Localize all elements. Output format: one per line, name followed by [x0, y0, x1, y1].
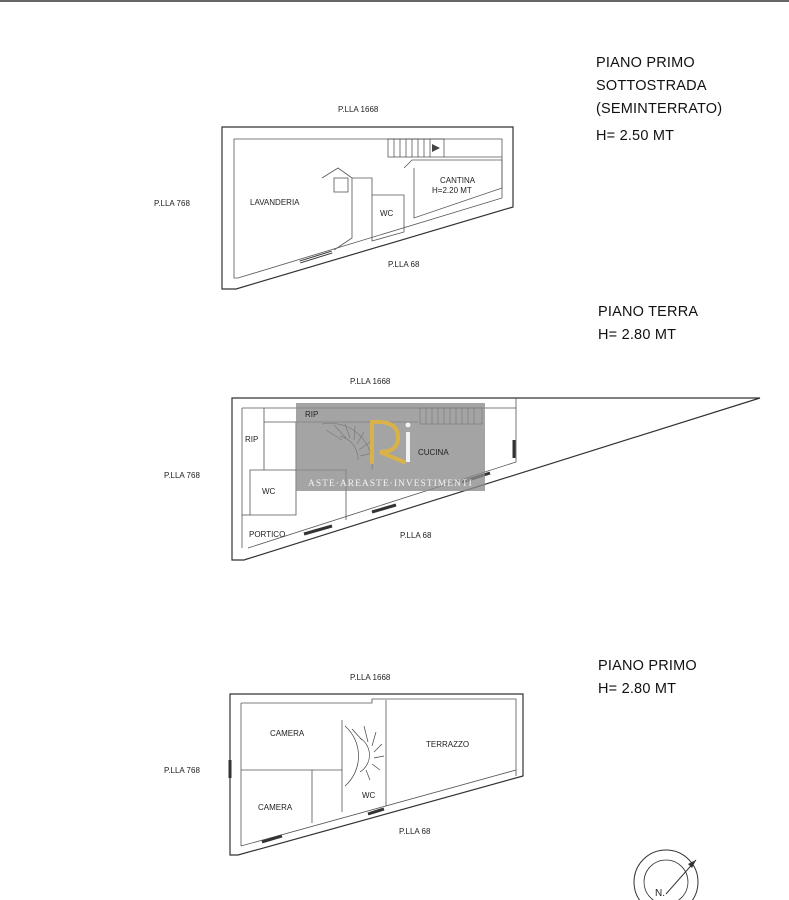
- neighbour-top: P.LLA 1668: [350, 377, 391, 386]
- neighbour-left: P.LLA 768: [164, 471, 200, 480]
- stairs: [388, 139, 502, 157]
- height-label: H= 2.80 MT: [598, 681, 677, 697]
- title-line: PIANO TERRA: [598, 304, 699, 320]
- room-wc: WC: [262, 487, 276, 496]
- plan-piano-terra: [164, 377, 760, 560]
- watermark-text: ASTE·AREASTE·INVESTIMENTI: [308, 479, 473, 489]
- neighbour-left: P.LLA 768: [164, 766, 200, 775]
- north-label: N.: [655, 888, 665, 899]
- room-wc: WC: [380, 209, 394, 218]
- neighbour-top: P.LLA 1668: [350, 673, 391, 682]
- title-line: PIANO PRIMO: [596, 55, 695, 71]
- watermark: [296, 403, 485, 491]
- neighbour-bottom: P.LLA 68: [399, 827, 431, 836]
- room-camera-bottom: CAMERA: [258, 803, 293, 812]
- outer-wall: [230, 694, 523, 855]
- room-terrazzo: TERRAZZO: [426, 740, 470, 749]
- title-line: (SEMINTERRATO): [596, 101, 723, 117]
- room-wc: WC: [362, 791, 376, 800]
- room-cantina-height: H=2.20 MT: [432, 186, 472, 195]
- neighbour-bottom: P.LLA 68: [400, 531, 432, 540]
- spiral-stair: [345, 726, 384, 786]
- room-rip-left: RIP: [245, 435, 259, 444]
- neighbour-bottom: P.LLA 68: [388, 260, 420, 269]
- plan-piano-primo: [164, 673, 523, 855]
- window: [300, 252, 332, 262]
- room-lavanderia: LAVANDERIA: [250, 198, 300, 207]
- wc-walls: [352, 178, 404, 241]
- neighbour-top: P.LLA 1668: [338, 105, 379, 114]
- room-camera-top: CAMERA: [270, 729, 305, 738]
- height-label: H= 2.50 MT: [596, 128, 675, 144]
- room-cucina: CUCINA: [418, 448, 449, 457]
- height-label: H= 2.80 MT: [598, 327, 677, 343]
- plan-seminterrato: [154, 105, 513, 289]
- neighbour-left: P.LLA 768: [154, 199, 190, 208]
- partition: [322, 168, 352, 250]
- room-rip-top: RIP: [305, 410, 319, 419]
- room-portico: PORTICO: [249, 530, 286, 539]
- north-arrow-icon: [634, 850, 698, 900]
- title-line: SOTTOSTRADA: [596, 78, 707, 94]
- room-cantina: CANTINA: [440, 176, 476, 185]
- title-line: PIANO PRIMO: [598, 658, 697, 674]
